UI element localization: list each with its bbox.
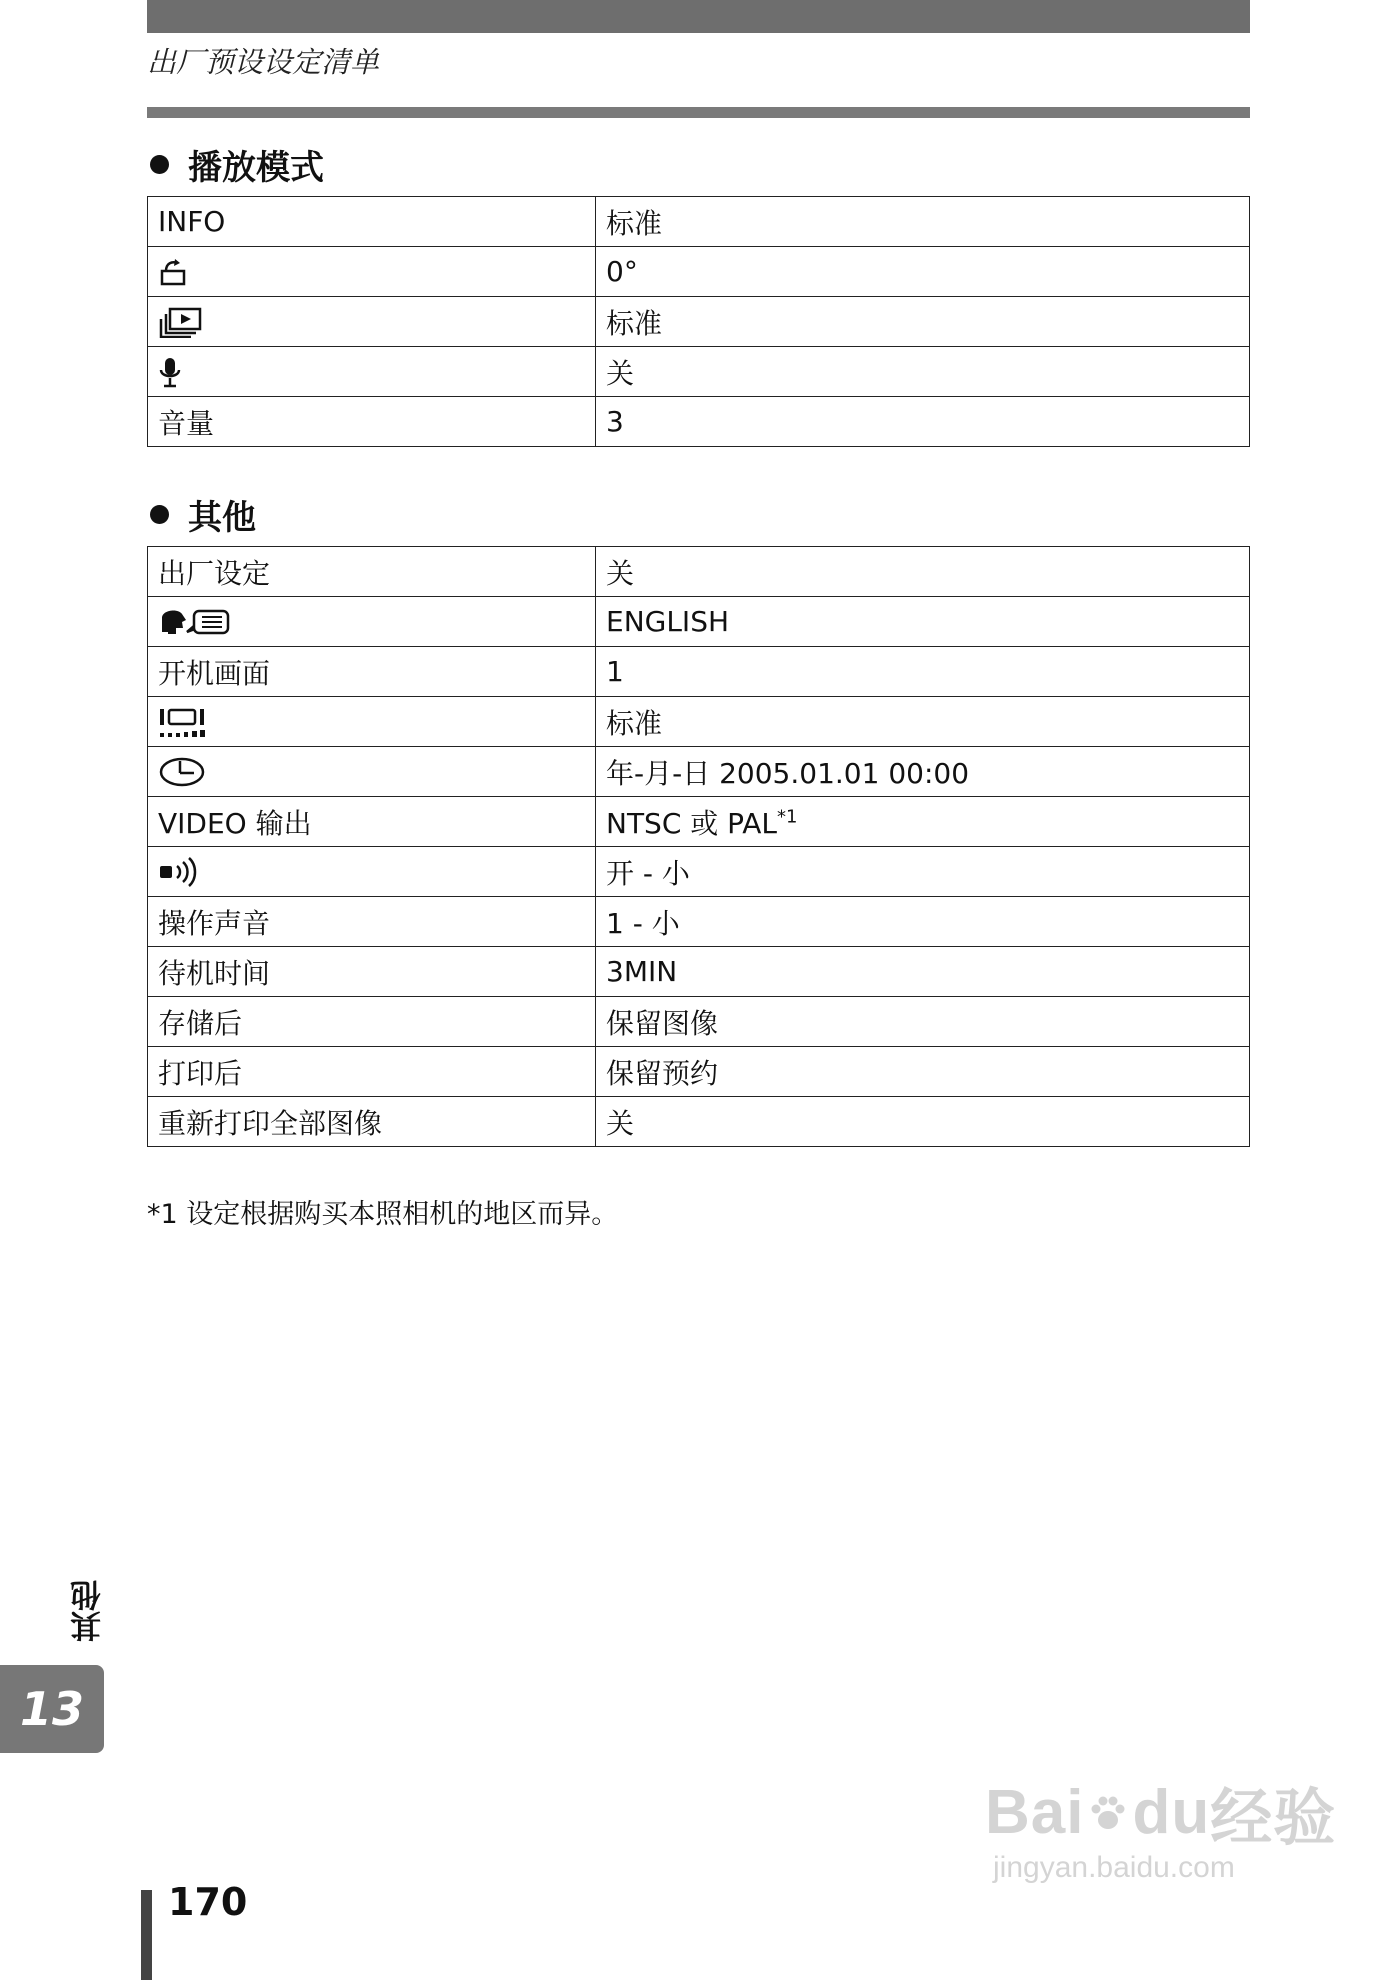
section-heading-text: 其他 (188, 498, 256, 538)
bullet-icon (150, 155, 169, 174)
setting-key: 操作声音 (148, 897, 596, 947)
page-title: 出厂预设设定清单 (147, 45, 380, 79)
microphone-icon (158, 356, 585, 388)
table-row (148, 397, 1250, 447)
setting-value-text: NTSC 或 PAL (606, 806, 778, 840)
section-heading-text: 播放模式 (188, 148, 324, 188)
page-number: 170 (168, 1880, 248, 1924)
table-row (148, 1047, 1250, 1097)
other-settings-table (147, 546, 1250, 1147)
baidu-watermark (985, 1768, 1336, 1885)
table-row (148, 897, 1250, 947)
setting-key (148, 697, 596, 747)
setting-value: 标准 (596, 297, 1250, 347)
setting-key: VIDEO 输出 (148, 797, 596, 847)
setting-value: 标准 (596, 197, 1250, 247)
playback-settings-table (147, 196, 1250, 447)
footnote: *1 设定根据购买本照相机的地区而异。 (147, 1199, 619, 1230)
setting-key (148, 297, 596, 347)
table-row (148, 297, 1250, 347)
slideshow-icon (158, 306, 585, 338)
header-rule (147, 107, 1250, 118)
setting-key: 待机时间 (148, 947, 596, 997)
section-heading-playback (150, 140, 324, 189)
setting-key: INFO (148, 197, 596, 247)
setting-value: 保留预约 (596, 1047, 1250, 1097)
clock-icon (158, 756, 585, 788)
table-row (148, 747, 1250, 797)
setting-value: 标准 (596, 697, 1250, 747)
setting-key (148, 247, 596, 297)
table-row (148, 597, 1250, 647)
setting-key: 出厂设定 (148, 547, 596, 597)
setting-key (148, 597, 596, 647)
setting-key (148, 347, 596, 397)
setting-value: 1 (596, 647, 1250, 697)
table-row (148, 997, 1250, 1047)
table-row (148, 847, 1250, 897)
watermark-text-right: du (1132, 1778, 1211, 1847)
paw-icon (1088, 1777, 1128, 1848)
setting-key: 重新打印全部图像 (148, 1097, 596, 1147)
watermark-text-left: Bai (985, 1778, 1085, 1847)
setting-value: 年-月-日 2005.01.01 00:00 (596, 747, 1250, 797)
language-icon (158, 606, 585, 638)
table-row (148, 697, 1250, 747)
setting-value: 3 (596, 397, 1250, 447)
section-side-label: 其他 (71, 1580, 107, 1642)
table-row (148, 347, 1250, 397)
setting-value (596, 797, 1250, 847)
setting-key: 音量 (148, 397, 596, 447)
watermark-main (985, 1768, 1336, 1857)
watermark-url: jingyan.baidu.com (993, 1851, 1235, 1884)
watermark-text-cn: 经验 (1210, 1784, 1337, 1853)
setting-key (148, 747, 596, 797)
rotate-icon (158, 257, 585, 287)
table-row (148, 647, 1250, 697)
setting-key (148, 847, 596, 897)
setting-value: ENGLISH (596, 597, 1250, 647)
setting-value: 关 (596, 347, 1250, 397)
table-row (148, 947, 1250, 997)
setting-key: 打印后 (148, 1047, 596, 1097)
page-number-bar (141, 1890, 152, 1980)
setting-value: 3MIN (596, 947, 1250, 997)
header-bar (147, 0, 1250, 33)
table-row (148, 1097, 1250, 1147)
section-heading-other (150, 490, 256, 539)
setting-value: 关 (596, 547, 1250, 597)
table-row (148, 247, 1250, 297)
monitor-brightness-icon (158, 705, 585, 739)
table-row (148, 797, 1250, 847)
table-row (148, 197, 1250, 247)
setting-value: 开 - 小 (596, 847, 1250, 897)
setting-key: 存储后 (148, 997, 596, 1047)
setting-key: 开机画面 (148, 647, 596, 697)
chapter-tab: 13 (0, 1665, 104, 1753)
bullet-icon (150, 505, 169, 524)
table-row (148, 547, 1250, 597)
setting-value: 关 (596, 1097, 1250, 1147)
footnote-ref: *1 (777, 806, 798, 828)
beep-volume-icon (158, 856, 585, 888)
setting-value: 0° (596, 247, 1250, 297)
setting-value: 保留图像 (596, 997, 1250, 1047)
setting-value: 1 - 小 (596, 897, 1250, 947)
